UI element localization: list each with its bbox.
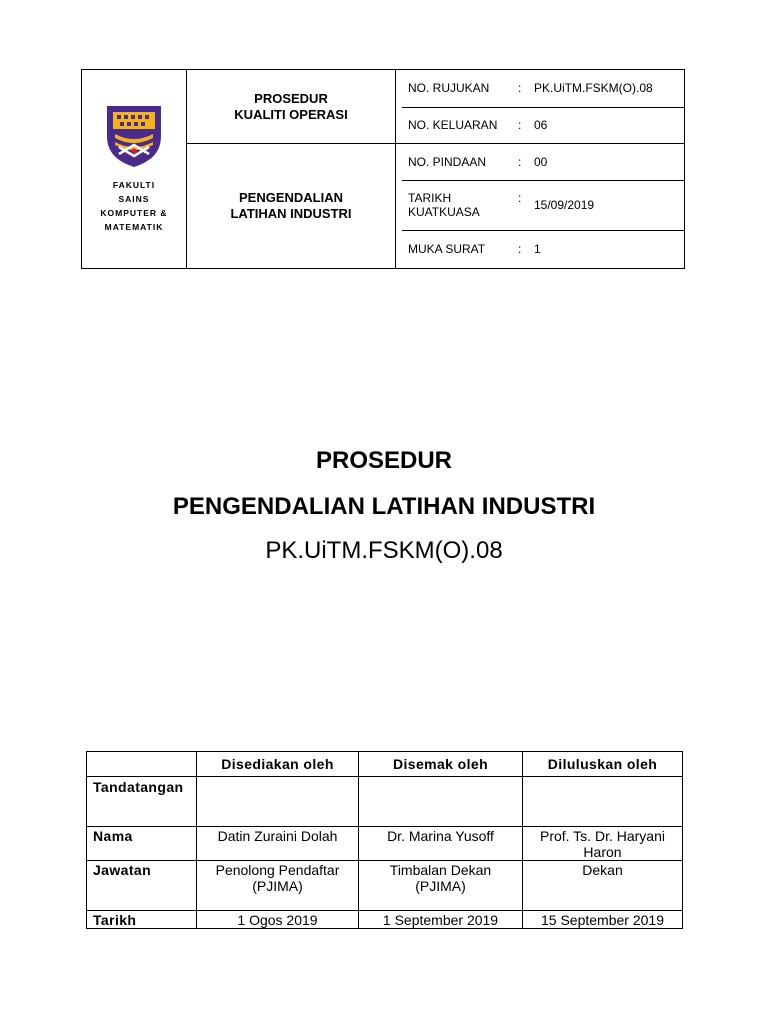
approval-header-row	[87, 752, 683, 777]
approval-row-name	[87, 827, 683, 861]
info-colon: :	[518, 118, 522, 133]
procedure-line: PENGENDALIAN	[238, 190, 343, 205]
approval-row-label: Nama	[87, 827, 197, 861]
title-reference-number: PK.UiTM.FSKM(O).08	[265, 537, 503, 564]
faculty-line: MATEMATIK	[104, 222, 164, 232]
info-row-page	[408, 242, 684, 256]
approval-cell	[359, 827, 523, 861]
cell-line: (PJIMA)	[252, 878, 303, 894]
info-cell-group-1	[396, 70, 685, 144]
info-value: 15/09/2019	[534, 198, 595, 212]
info-label: NO. PINDAAN	[408, 154, 487, 169]
cell-line: 1 September 2019	[382, 912, 499, 928]
info-row-effective-date	[408, 191, 684, 219]
cell-line: Timbalan Dekan	[389, 862, 492, 878]
approval-table	[86, 751, 683, 929]
info-label-line: KUATKUASA	[408, 205, 480, 219]
info-row-amendment	[408, 155, 684, 169]
approval-row-signature	[87, 777, 683, 827]
info-colon: :	[518, 81, 522, 96]
approval-cell	[523, 911, 683, 929]
approval-cell	[197, 861, 359, 911]
faculty-line: FAKULTI	[112, 180, 156, 190]
info-row-reference	[408, 81, 684, 95]
category-line: PROSEDUR	[254, 90, 328, 106]
info-value: 06	[534, 118, 548, 133]
signature-cell	[197, 777, 359, 827]
info-colon: :	[518, 191, 522, 205]
cell-line: (PJIMA)	[415, 878, 466, 894]
approval-row-date	[87, 911, 683, 929]
approval-column-header: Disemak oleh	[359, 752, 523, 777]
approval-cell	[197, 911, 359, 929]
info-value: 1	[534, 242, 541, 257]
approval-row-label: Tandatangan	[87, 777, 197, 827]
cell-line: Datin Zuraini Dolah	[217, 828, 338, 844]
logo-cell	[82, 70, 187, 269]
approval-row-label: Jawatan	[87, 861, 197, 911]
faculty-name	[100, 178, 167, 234]
info-label-line: TARIKH	[408, 191, 452, 205]
approval-column-header: Diluluskan oleh	[523, 752, 683, 777]
document-title	[0, 446, 768, 566]
procedure-line: LATIHAN INDUSTRI	[230, 206, 352, 221]
info-label: NO. KELUARAN	[408, 118, 498, 133]
cell-line: 15 September 2019	[541, 912, 664, 928]
title-line-1: PROSEDUR	[315, 447, 453, 474]
info-label	[408, 191, 518, 219]
approval-row-label: Tarikh	[87, 911, 197, 929]
cell-line: Penolong Pendaftar	[215, 862, 340, 878]
signature-cell	[359, 777, 523, 827]
info-value: PK.UiTM.FSKM(O).08	[534, 81, 653, 96]
approval-cell	[523, 827, 683, 861]
document-header-table	[81, 69, 685, 269]
info-value: 00	[534, 154, 548, 169]
info-colon: :	[518, 242, 522, 257]
category-line: KUALITI OPERASI	[234, 106, 348, 122]
approval-cell	[359, 911, 523, 929]
cell-line: Dr. Marina Yusoff	[387, 828, 494, 844]
approval-column-header: Disediakan oleh	[197, 752, 359, 777]
signature-cell	[523, 777, 683, 827]
procedure-cell	[187, 144, 396, 269]
faculty-line: SAINS	[118, 194, 150, 204]
info-label: MUKA SURAT	[408, 242, 486, 257]
approval-row-position	[87, 861, 683, 911]
cell-line: Haron	[583, 844, 622, 860]
title-line-2: PENGENDALIAN LATIHAN INDUSTRI	[172, 493, 596, 520]
approval-column-header	[87, 752, 197, 777]
cell-line: 1 Ogos 2019	[237, 912, 318, 928]
approval-cell	[197, 827, 359, 861]
uitm-crest-icon	[105, 104, 163, 168]
cell-line: Prof. Ts. Dr. Haryani	[539, 828, 665, 844]
info-colon: :	[518, 154, 522, 169]
info-cell-group-2	[396, 144, 685, 269]
approval-cell	[523, 861, 683, 911]
faculty-line: KOMPUTER &	[100, 208, 168, 218]
approval-cell	[359, 861, 523, 911]
info-label: NO. RUJUKAN	[408, 81, 490, 96]
category-cell	[187, 70, 396, 144]
info-row-issue	[408, 118, 684, 132]
cell-line: Dekan	[582, 862, 623, 878]
